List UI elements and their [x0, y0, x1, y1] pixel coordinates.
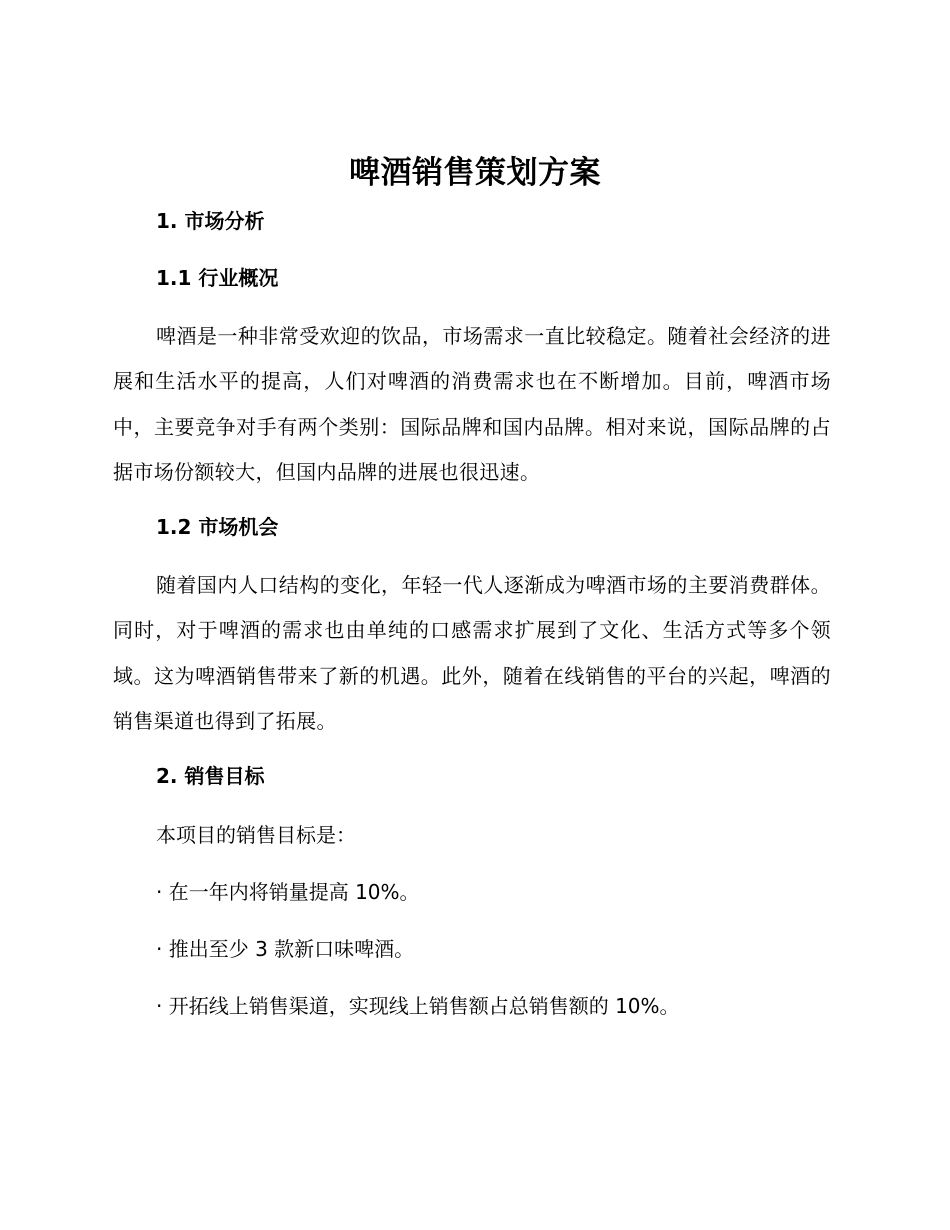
subsection-heading-market-opportunity: 1.2 市场机会 — [156, 515, 279, 539]
section-heading-sales-goals: 2. 销售目标 — [156, 764, 265, 788]
section-heading-market-analysis: 1. 市场分析 — [156, 209, 265, 233]
sales-goals-intro: 本项目的销售目标是： — [156, 823, 356, 847]
list-item: · 在一年内将销量提高 10%。 — [156, 880, 420, 904]
subsection-heading-industry-overview: 1.1 行业概况 — [156, 266, 279, 290]
document-title: 啤酒销售策划方案 — [349, 155, 601, 191]
paragraph-market-opportunity: 随着国内人口结构的变化，年轻一代人逐渐成为啤酒市场的主要消费群体。同时，对于啤酒的需求也由单纯的口感需求扩展到了文化、生活方式等多个领域。这为啤酒销售带来了新的机遇。此外，随着在线销售的平台的兴起，啤酒的销售渠道也得到了拓展。 — [113, 573, 831, 733]
list-item: · 开拓线上销售渠道，实现线上销售额占总销售额的 10%。 — [156, 994, 680, 1018]
paragraph-industry-overview: 啤酒是一种非常受欢迎的饮品，市场需求一直比较稳定。随着社会经济的进展和生活水平的提高，人们对啤酒的消费需求也在不断增加。目前，啤酒市场中，主要竞争对手有两个类别：国际品牌和国内品牌。相对来说，国际品牌的占据市场份额较大，但国内品牌的进展也很迅速。 — [113, 324, 831, 484]
list-item: · 推出至少 3 款新口味啤酒。 — [156, 937, 415, 961]
